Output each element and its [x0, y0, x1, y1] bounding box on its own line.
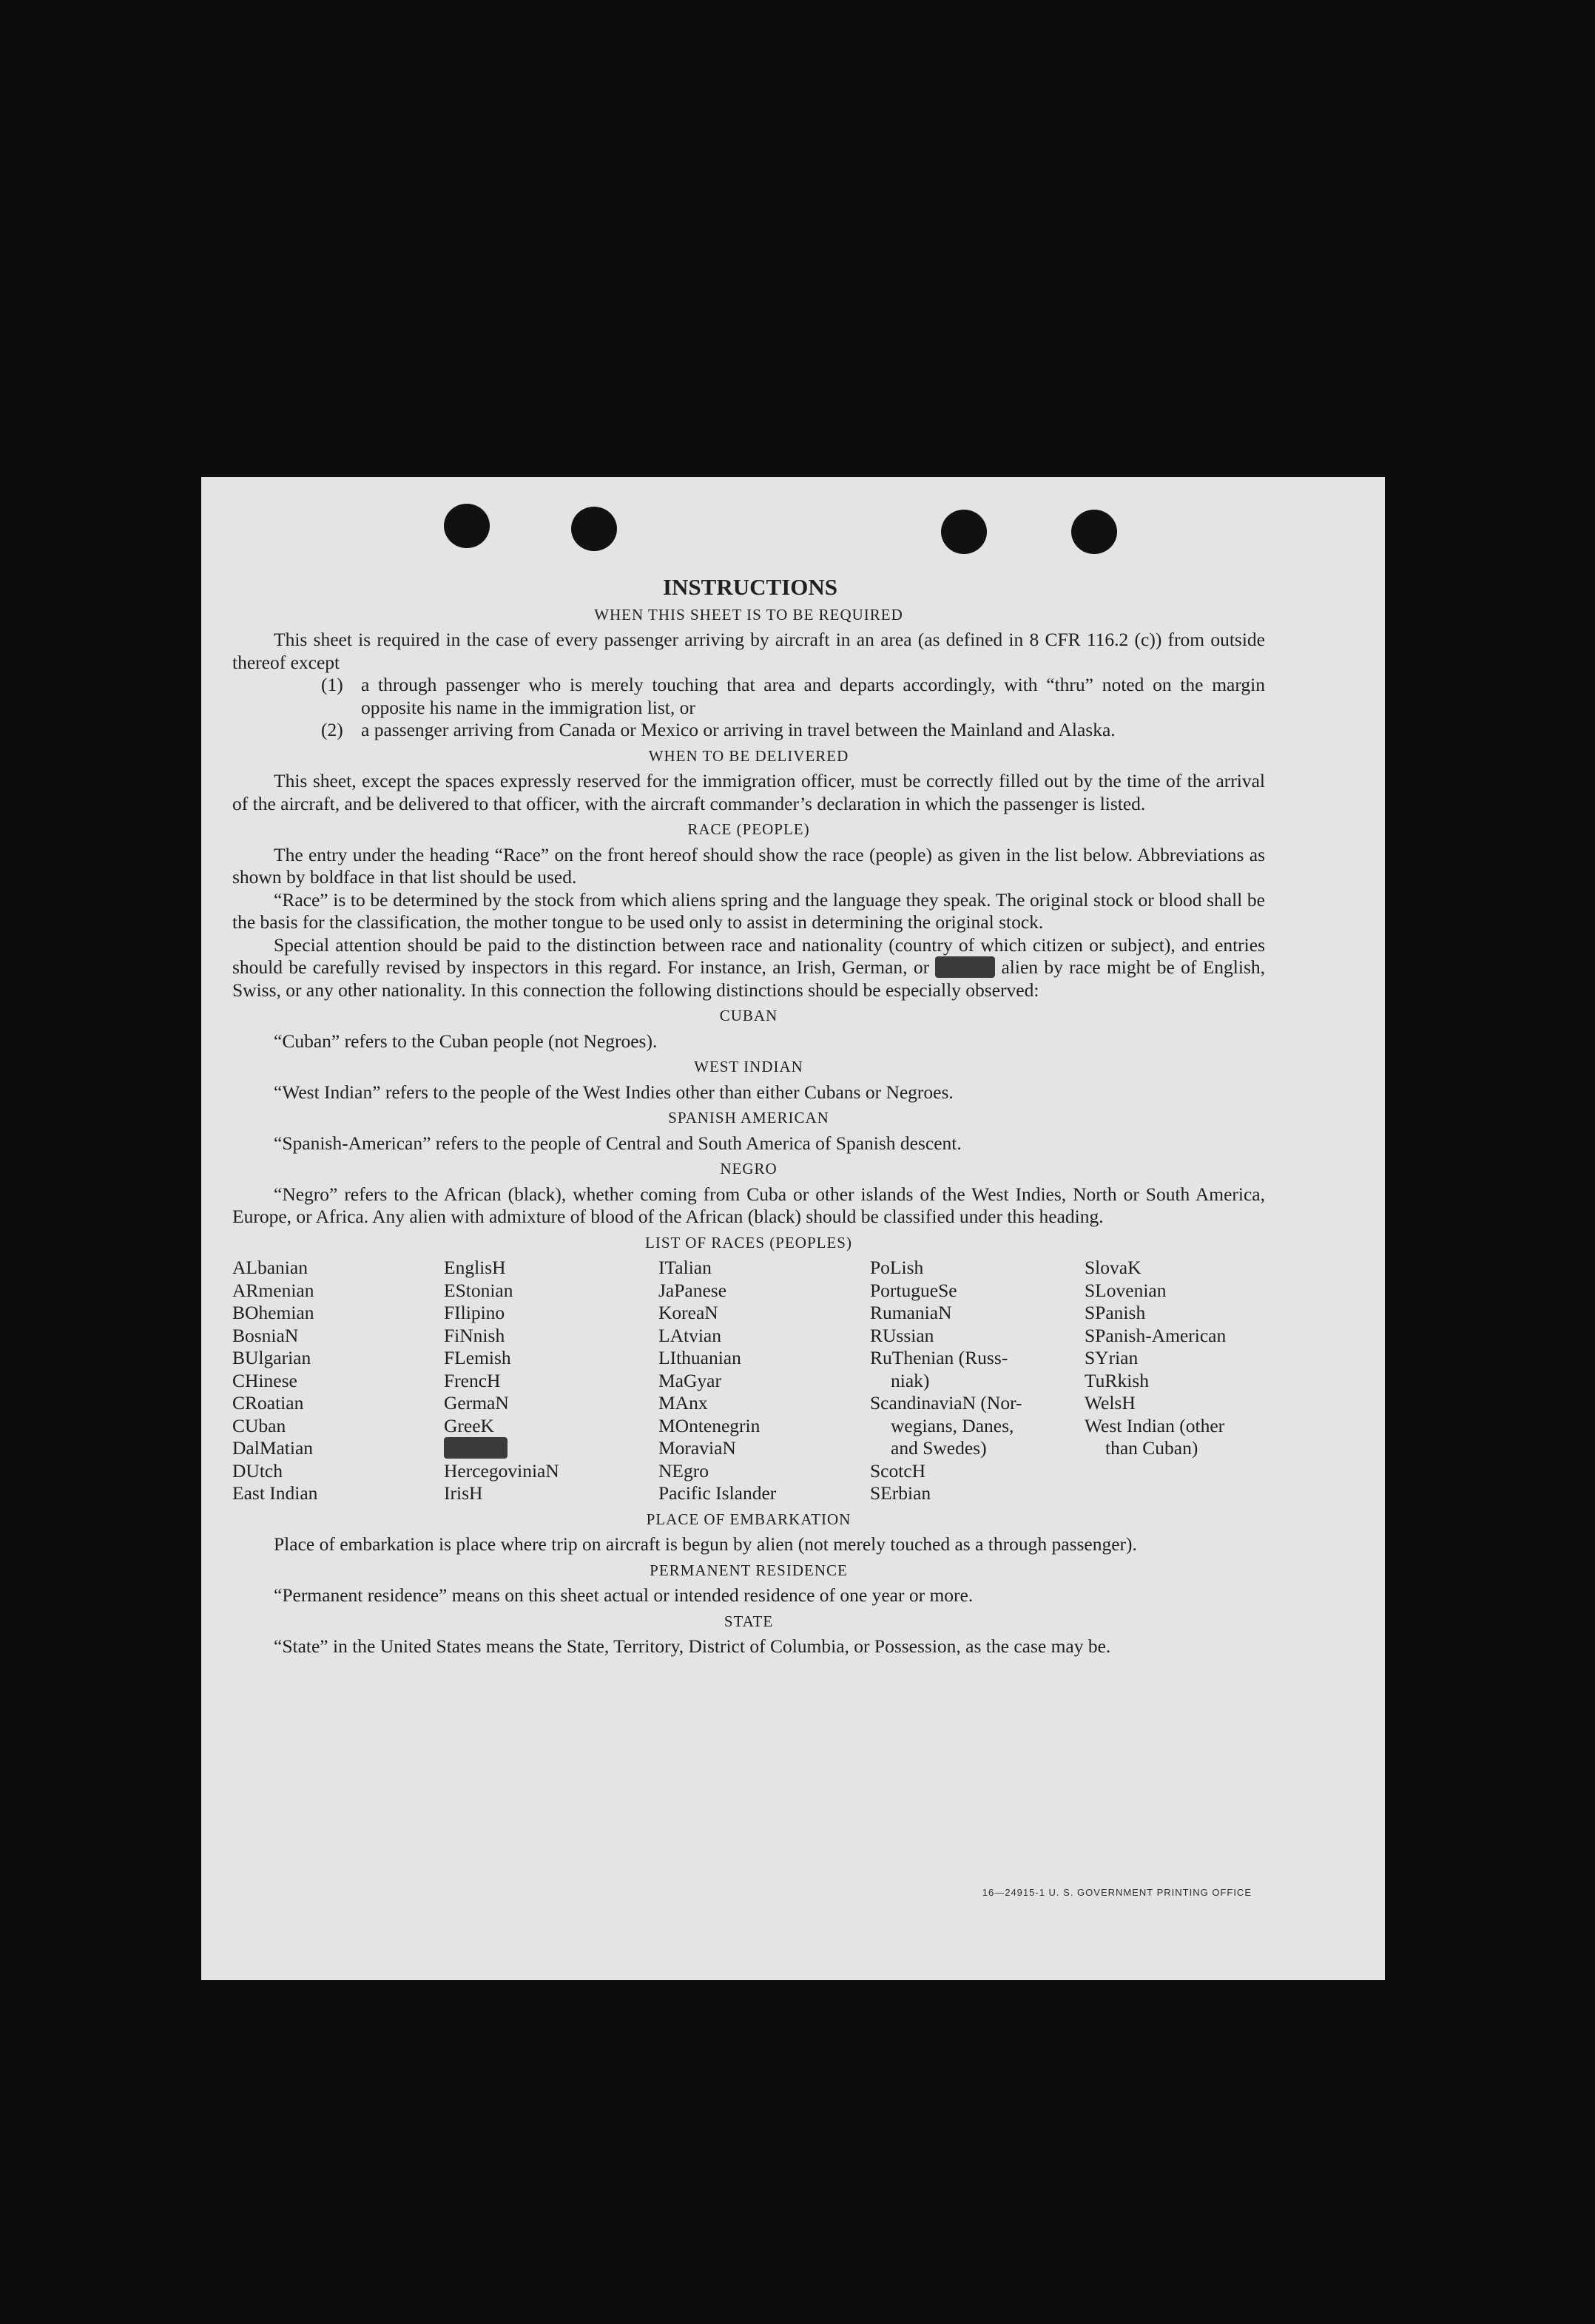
- section-heading: WHEN THIS SHEET IS TO BE REQUIRED: [594, 605, 903, 624]
- race-item: ALbanian: [232, 1257, 308, 1278]
- section-heading: RACE (PEOPLE): [687, 820, 810, 838]
- paragraph: [232, 934, 1265, 1002]
- punch-hole: [444, 504, 490, 548]
- list-item: [232, 719, 1265, 742]
- race-item: PortugueSe: [870, 1279, 957, 1301]
- race-item: EnglisH: [444, 1257, 506, 1278]
- race-item: ScotcH: [870, 1459, 926, 1482]
- race-item: FrencH: [444, 1369, 501, 1391]
- race-item: ITalian: [658, 1257, 712, 1278]
- section-heading: PLACE OF EMBARKATION: [646, 1510, 852, 1528]
- paragraph: This sheet, except the spaces expressly reserved for the immigration officer, must be correctly filled out by the time of the arrival of the aircraft, and be delivered to that officer, with the aircraft commander’s declaration in which the passenger is listed.: [232, 770, 1265, 814]
- race-item: TuRkish: [1085, 1369, 1149, 1391]
- race-item: GermaN: [444, 1392, 509, 1413]
- redacted-word: HebreW: [444, 1437, 508, 1459]
- race-item: BosniaN: [232, 1324, 299, 1346]
- printing-office-mark: 16—24915-1 U. S. GOVERNMENT PRINTING OFFICE: [982, 1887, 1252, 1898]
- paragraph: “Permanent residence” means on this sheet actual or intended residence of one year or more.: [274, 1584, 974, 1606]
- race-item: DUtch: [232, 1459, 283, 1482]
- list-item: [232, 674, 1265, 719]
- race-item: LIthuanian: [658, 1347, 741, 1368]
- item-text: a passenger arriving from Canada or Mexico or arriving in travel between the Mainland and Alaska.: [361, 719, 1116, 740]
- race-item: MoraviaN: [658, 1437, 736, 1459]
- paragraph: “Negro” refers to the African (black), whether coming from Cuba or other islands of the West Indies, North or South America, Europe, or Africa. Any alien with admixture of blood of the African (black) should be classified under this heading.: [232, 1183, 1265, 1227]
- race-column: [444, 1257, 658, 1505]
- race-item: CUban: [232, 1414, 286, 1436]
- race-item: MOntenegrin: [658, 1414, 761, 1436]
- section-heading: STATE: [724, 1612, 774, 1630]
- race-item: FiNnish: [444, 1324, 505, 1346]
- race-item: [444, 1437, 658, 1460]
- sheet-content: [232, 576, 1265, 1658]
- race-column: [870, 1257, 1085, 1505]
- section-heading: SPANISH AMERICAN: [668, 1109, 829, 1126]
- race-item: JaPanese: [658, 1279, 727, 1301]
- race-item: SlovaK: [1085, 1257, 1142, 1278]
- race-item: BUlgarian: [232, 1347, 311, 1368]
- race-item: SLovenian: [1085, 1279, 1167, 1301]
- race-item: ARmenian: [232, 1279, 314, 1301]
- race-column: [1085, 1257, 1265, 1505]
- race-item: FLemish: [444, 1347, 511, 1368]
- race-item: LAtvian: [658, 1324, 721, 1346]
- paragraph: This sheet is required in the case of every passenger arriving by aircraft in an area (as defined in 8 CFR 116.2 (c)) from outside thereof except: [232, 629, 1265, 673]
- race-item: SPanish-American: [1085, 1324, 1227, 1346]
- section-heading: LIST OF RACES (PEOPLES): [645, 1233, 852, 1251]
- item-number: (1): [321, 674, 343, 695]
- item-text: a through passenger who is merely touching that area and departs accordingly, with “thru” noted on the margin opposite his name in the immigration list, or: [361, 674, 1265, 718]
- race-item-continued: than Cuban): [1105, 1437, 1198, 1459]
- race-item-continued: wegians, Danes,: [891, 1414, 1014, 1436]
- paragraph: “West Indian” refers to the people of the West Indies other than either Cubans or Negroes.: [274, 1081, 954, 1103]
- paragraph: “State” in the United States means the State, Territory, District of Columbia, or Possession, as the case may be.: [274, 1635, 1111, 1657]
- race-item: SPanish: [1085, 1302, 1146, 1323]
- race-list: [232, 1257, 1265, 1505]
- race-item: BOhemian: [232, 1302, 314, 1323]
- race-item: MaGyar: [658, 1369, 721, 1391]
- punch-hole: [571, 507, 617, 551]
- race-item: NEgro: [658, 1459, 709, 1482]
- punch-hole: [941, 510, 987, 554]
- race-item: CRoatian: [232, 1392, 304, 1413]
- paragraph-text: Special attention should be paid to the distinction between race and nationality (country of which citizen or subject), and entries should be carefully revised by inspectors in this regard. For instance, an Irish, German, or: [232, 933, 1265, 978]
- race-item: MAnx: [658, 1392, 708, 1413]
- race-item: Pacific Islander: [658, 1482, 777, 1504]
- race-item: WelsH: [1085, 1392, 1136, 1413]
- paragraph: “Cuban” refers to the Cuban people (not Negroes).: [274, 1030, 658, 1052]
- race-item: ScandinaviaN (Nor-: [870, 1392, 1022, 1413]
- race-item: RuThenian (Russ-: [870, 1347, 1008, 1368]
- race-column: [658, 1257, 870, 1505]
- section-heading: NEGRO: [720, 1160, 778, 1178]
- race-item-continued: and Swedes): [891, 1437, 987, 1459]
- race-item: FIlipino: [444, 1302, 505, 1323]
- section-heading: WEST INDIAN: [694, 1058, 803, 1075]
- paragraph: “Race” is to be determined by the stock from which aliens spring and the language they speak. The original stock or blood shall be the basis for the classification, the mother tongue to be used only to assist in determining the original stock.: [232, 888, 1265, 933]
- redacted-word: Hebrew: [935, 956, 996, 978]
- race-column: [232, 1257, 444, 1505]
- instruction-sheet: [201, 477, 1385, 1980]
- punch-hole: [1071, 510, 1117, 554]
- page-title: INSTRUCTIONS: [662, 574, 837, 600]
- section-heading: CUBAN: [719, 1007, 778, 1024]
- race-item: DalMatian: [232, 1437, 314, 1459]
- race-item: PoLish: [870, 1257, 924, 1278]
- paragraph: “Spanish-American” refers to the people of Central and South America of Spanish descent.: [274, 1132, 962, 1154]
- section-heading: WHEN TO BE DELIVERED: [648, 746, 849, 765]
- race-item-continued: niak): [891, 1369, 930, 1391]
- race-item: IrisH: [444, 1482, 483, 1504]
- race-item: GreeK: [444, 1414, 494, 1436]
- section-heading: PERMANENT RESIDENCE: [650, 1561, 848, 1579]
- race-item: SErbian: [870, 1482, 931, 1504]
- race-item: HercegoviniaN: [444, 1459, 559, 1482]
- race-item: West Indian (other: [1085, 1414, 1225, 1436]
- race-item: RumaniaN: [870, 1302, 952, 1323]
- race-item: East Indian: [232, 1482, 318, 1504]
- race-item: RUssian: [870, 1324, 934, 1346]
- paragraph: The entry under the heading “Race” on the front hereof should show the race (people) as given in the list below. Abbreviations as shown by boldface in that list should be used.: [232, 843, 1265, 888]
- paragraph-text: alien by race might be of English, Swiss, or any other nationality. In this connection the following distinctions should be especially observed:: [232, 956, 1265, 1001]
- race-item: SYrian: [1085, 1347, 1139, 1368]
- race-item: KoreaN: [658, 1302, 718, 1323]
- race-item: EStonian: [444, 1279, 513, 1301]
- paragraph: Place of embarkation is place where trip on aircraft is begun by alien (not merely touched as a through passenger).: [274, 1533, 1137, 1555]
- race-item: CHinese: [232, 1369, 297, 1391]
- item-number: (2): [321, 719, 343, 740]
